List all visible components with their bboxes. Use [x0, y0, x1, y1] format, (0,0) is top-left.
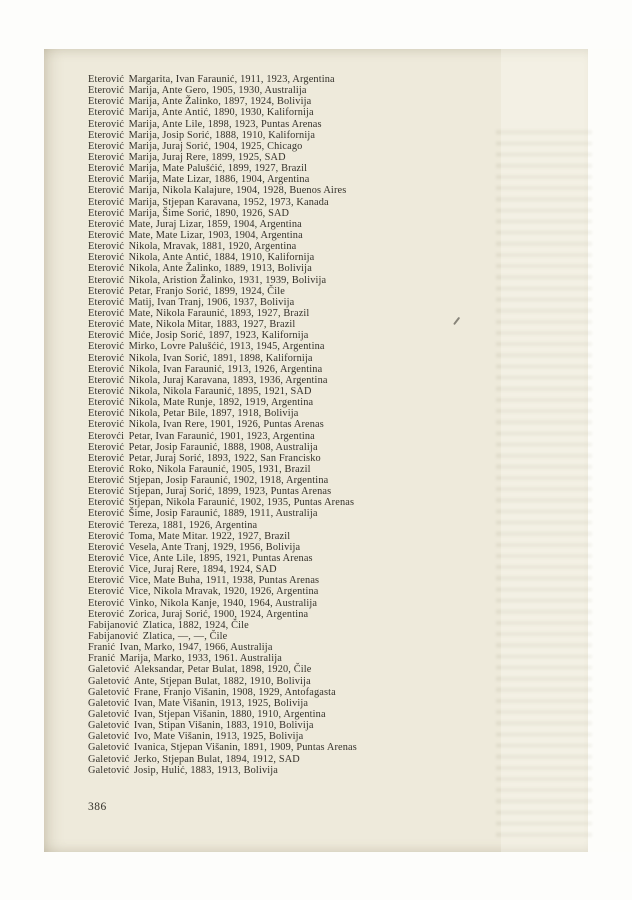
entry-details: Vice, Mate Buha, 1911, 1938, Puntas Arenas	[128, 575, 320, 587]
list-item	[88, 364, 578, 375]
entry-details: Marija, Ante Gero, 1905, 1930, Australija	[128, 85, 307, 97]
entry-details: Mate, Mate Lizar, 1903, 1904, Argentina	[128, 229, 303, 241]
list-item	[88, 208, 578, 219]
entry-details: Nikola, Aristion Žalinko, 1931, 1939, Bolivija	[128, 274, 327, 286]
entry-details: Vesela, Ante Tranj, 1929, 1956, Bolivija	[128, 541, 301, 553]
entry-surname: Eterović	[88, 408, 125, 420]
list-item	[88, 642, 578, 653]
entry-surname: Eterović	[88, 475, 125, 487]
list-item	[88, 386, 578, 397]
entry-details: Petar, Franjo Sorić, 1899, 1924, Čile	[128, 285, 286, 297]
entry-details: Nikola, Ivan Rere, 1901, 1926, Puntas Arenas	[128, 419, 324, 431]
list-item	[88, 197, 578, 208]
entry-details: Ivan, Stipan Višanin, 1883, 1910, Bolivija	[133, 720, 314, 732]
entry-surname: Eterović	[88, 174, 125, 186]
entry-surname: Eterović	[88, 151, 125, 163]
list-item	[88, 453, 578, 464]
entry-surname: Eterović	[88, 229, 125, 241]
entry-details: Ivo, Mate Višanin, 1913, 1925, Bolivija	[133, 731, 304, 743]
entry-surname: Eterović	[88, 597, 125, 609]
entry-surname: Eterović	[88, 608, 125, 620]
entry-surname: Eterović	[88, 385, 125, 397]
entry-surname: Eterović	[88, 352, 125, 364]
list-item	[88, 330, 578, 341]
entry-details: Matij, Ivan Tranj, 1906, 1937, Bolivija	[128, 296, 295, 308]
list-item	[88, 308, 578, 319]
entry-surname: Fabijanović	[88, 631, 139, 643]
entry-surname: Eterović	[88, 185, 125, 197]
list-item	[88, 687, 578, 698]
entry-surname: Franić	[88, 653, 116, 665]
list-item	[88, 397, 578, 408]
entry-surname: Eterović	[88, 96, 125, 108]
list-item	[88, 709, 578, 720]
entry-details: Mate, Juraj Lizar, 1859, 1904, Argentina	[128, 218, 302, 230]
entry-details: Margarita, Ivan Faraunić, 1911, 1923, Argentina	[128, 74, 335, 85]
entry-surname: Eterović	[88, 541, 125, 553]
entry-details: Nikola, Ante Antić, 1884, 1910, Kalifornija	[128, 252, 315, 264]
entry-surname: Eterović	[88, 530, 125, 542]
entry-surname: Galetović	[88, 742, 130, 754]
entry-surname: Eterović	[88, 140, 125, 152]
entry-details: Nikola, Juraj Karavana, 1893, 1936, Argentina	[128, 374, 328, 386]
emigrant-registry-list	[88, 74, 578, 776]
entry-details: Vice, Nikola Mravak, 1920, 1926, Argentina	[128, 586, 319, 598]
entry-surname: Eterović	[88, 252, 125, 264]
entry-details: Mate, Nikola Mitar, 1883, 1927, Brazil	[128, 319, 296, 331]
entry-details: Stjepan, Juraj Sorić, 1899, 1923, Puntas Arenas	[128, 486, 332, 498]
entry-surname: Eterović	[88, 586, 125, 598]
entry-surname: Eterović	[88, 285, 125, 297]
entry-details: Nikola, Mate Runje, 1892, 1919, Argentina	[128, 397, 314, 409]
entry-surname: Eterović	[88, 463, 125, 475]
entry-surname: Galetović	[88, 753, 130, 765]
entry-details: Nikola, Nikola Faraunić, 1895, 1921, SAD	[128, 385, 312, 397]
entry-details: Marija, Juraj Sorić, 1904, 1925, Chicago	[128, 140, 303, 152]
entry-surname: Eterovći	[88, 430, 125, 442]
entry-details: Nikola, Ivan Faraunić, 1913, 1926, Argentina	[128, 363, 323, 375]
list-item	[88, 564, 578, 575]
entry-surname: Eterović	[88, 241, 125, 253]
list-item	[88, 765, 578, 776]
entry-details: Marija, Ante Lile, 1898, 1923, Puntas Arenas	[128, 118, 322, 130]
list-item	[88, 542, 578, 553]
entry-details: Ivan, Mate Višanin, 1913, 1925, Bolivija	[133, 697, 309, 709]
list-item	[88, 419, 578, 430]
list-item	[88, 742, 578, 753]
list-item	[88, 241, 578, 252]
entry-surname: Eterović	[88, 274, 125, 286]
list-item	[88, 263, 578, 274]
entry-surname: Eterović	[88, 207, 125, 219]
list-item	[88, 754, 578, 765]
entry-surname: Galetović	[88, 731, 130, 743]
entry-surname: Galetović	[88, 664, 130, 676]
entry-details: Marija, Marko, 1933, 1961. Australija	[119, 653, 282, 665]
list-item	[88, 609, 578, 620]
entry-details: Marija, Ante Antić, 1890, 1930, Kalifornija	[128, 107, 314, 119]
entry-details: Toma, Mate Mitar. 1922, 1927, Brazil	[128, 530, 291, 542]
entry-surname: Eterović	[88, 519, 125, 531]
list-item	[88, 185, 578, 196]
list-item	[88, 74, 578, 85]
entry-surname: Eterović	[88, 363, 125, 375]
entry-surname: Eterović	[88, 497, 125, 509]
entry-surname: Galetović	[88, 764, 130, 776]
list-item	[88, 486, 578, 497]
list-item	[88, 620, 578, 631]
entry-details: Stjepan, Nikola Faraunić, 1902, 1935, Puntas Arenas	[128, 497, 355, 509]
entry-surname: Eterović	[88, 508, 125, 520]
entry-details: Marija, Šime Sorić, 1890, 1926, SAD	[128, 207, 290, 219]
entry-details: Marija, Mate Palušćić, 1899, 1927, Brazil	[128, 163, 308, 175]
list-item	[88, 286, 578, 297]
entry-details: Tereza, 1881, 1926, Argentina	[128, 519, 258, 531]
list-item	[88, 598, 578, 609]
entry-surname: Eterović	[88, 330, 125, 342]
list-item	[88, 631, 578, 642]
entry-surname: Galetović	[88, 675, 130, 687]
list-item	[88, 497, 578, 508]
entry-details: Petar, Ivan Faraunić, 1901, 1923, Argentina	[128, 430, 315, 442]
list-item	[88, 586, 578, 597]
entry-details: Aleksandar, Petar Bulat, 1898, 1920, Čile	[133, 664, 312, 676]
list-item	[88, 141, 578, 152]
entry-details: Ivan, Stjepan Višanin, 1880, 1910, Argentina	[133, 709, 326, 721]
list-item	[88, 219, 578, 230]
entry-surname: Eterović	[88, 486, 125, 498]
list-item	[88, 107, 578, 118]
entry-surname: Eterović	[88, 263, 125, 275]
list-item	[88, 475, 578, 486]
list-item	[88, 442, 578, 453]
entry-surname: Eterović	[88, 341, 125, 353]
list-item	[88, 664, 578, 675]
entry-surname: Eterović	[88, 441, 125, 453]
list-item	[88, 353, 578, 364]
list-item	[88, 408, 578, 419]
list-item	[88, 531, 578, 542]
entry-surname: Eterović	[88, 107, 125, 119]
entry-details: Nikola, Ivan Sorić, 1891, 1898, Kalifornija	[128, 352, 313, 364]
list-item	[88, 520, 578, 531]
entry-surname: Eterović	[88, 419, 125, 431]
entry-surname: Eterović	[88, 296, 125, 308]
list-item	[88, 341, 578, 352]
entry-details: Zlatica, —, —, Čile	[142, 631, 228, 643]
entry-details: Roko, Nikola Faraunić, 1905, 1931, Brazil	[128, 463, 311, 475]
list-item	[88, 85, 578, 96]
entry-details: Marija, Josip Sorić, 1888, 1910, Kalifornija	[128, 129, 316, 141]
entry-details: Petar, Josip Faraunić, 1888, 1908, Australija	[128, 441, 318, 453]
list-item	[88, 720, 578, 731]
entry-surname: Eterović	[88, 452, 125, 464]
entry-surname: Eterović	[88, 307, 125, 319]
list-item	[88, 119, 578, 130]
list-item	[88, 174, 578, 185]
entry-details: Ante, Stjepan Bulat, 1882, 1910, Bolivija	[133, 675, 311, 687]
list-item	[88, 152, 578, 163]
entry-details: Ivan, Marko, 1947, 1966, Australija	[119, 642, 273, 654]
entry-details: Josip, Hulić, 1883, 1913, Bolivija	[133, 764, 278, 776]
entry-surname: Eterović	[88, 553, 125, 565]
entry-surname: Eterović	[88, 85, 125, 97]
entry-details: Jerko, Stjepan Bulat, 1894, 1912, SAD	[133, 753, 300, 765]
entry-details: Mirko, Lovre Palušćić, 1913, 1945, Argentina	[128, 341, 325, 353]
entry-details: Zorica, Juraj Sorić, 1900, 1924, Argentina	[128, 608, 309, 620]
entry-details: Vinko, Nikola Kanje, 1940, 1964, Australija	[128, 597, 318, 609]
list-item	[88, 319, 578, 330]
entry-surname: Eterović	[88, 118, 125, 130]
entry-surname: Eterović	[88, 397, 125, 409]
entry-details: Šime, Josip Faraunić, 1889, 1911, Australija	[128, 508, 318, 520]
list-item	[88, 96, 578, 107]
list-item	[88, 676, 578, 687]
entry-details: Frane, Franjo Višanin, 1908, 1929, Antofagasta	[133, 686, 336, 698]
list-item	[88, 252, 578, 263]
list-item	[88, 508, 578, 519]
entry-surname: Eterović	[88, 129, 125, 141]
entry-surname: Galetović	[88, 720, 130, 732]
list-item	[88, 698, 578, 709]
entry-surname: Eterović	[88, 564, 125, 576]
entry-surname: Eterović	[88, 196, 125, 208]
entry-details: Nikola, Petar Bile, 1897, 1918, Bolivija	[128, 408, 299, 420]
list-item	[88, 653, 578, 664]
list-item	[88, 431, 578, 442]
entry-surname: Fabijanović	[88, 619, 139, 631]
list-item	[88, 575, 578, 586]
entry-details: Nikola, Mravak, 1881, 1920, Argentina	[128, 241, 297, 253]
page-number: 386	[88, 801, 107, 813]
list-item	[88, 130, 578, 141]
entry-surname: Eterović	[88, 319, 125, 331]
entry-details: Marija, Mate Lizar, 1886, 1904, Argentina	[128, 174, 310, 186]
entry-details: Vice, Ante Lile, 1895, 1921, Puntas Arenas	[128, 553, 313, 565]
entry-surname: Eterović	[88, 575, 125, 587]
entry-details: Nikola, Ante Žalinko, 1889, 1913, Bolivija	[128, 263, 312, 275]
list-item	[88, 375, 578, 386]
entry-details: Vice, Juraj Rere, 1894, 1924, SAD	[128, 564, 277, 576]
entry-details: Marija, Juraj Rere, 1899, 1925, SAD	[128, 151, 286, 163]
list-item	[88, 275, 578, 286]
entry-surname: Franić	[88, 642, 116, 654]
entry-surname: Eterović	[88, 218, 125, 230]
list-item	[88, 230, 578, 241]
entry-details: Marija, Nikola Kalajure, 1904, 1928, Buenos Aires	[128, 185, 347, 197]
entry-details: Mate, Nikola Faraunić, 1893, 1927, Brazil	[128, 307, 310, 319]
entry-details: Zlatica, 1882, 1924, Čile	[142, 619, 249, 631]
list-item	[88, 464, 578, 475]
entry-details: Marija, Stjepan Karavana, 1952, 1973, Kanada	[128, 196, 329, 208]
entry-details: Ivanica, Stjepan Višanin, 1891, 1909, Puntas Arenas	[133, 742, 357, 754]
entry-surname: Eterović	[88, 374, 125, 386]
list-item	[88, 297, 578, 308]
entry-details: Petar, Juraj Sorić, 1893, 1922, San Francisko	[128, 452, 321, 464]
list-item	[88, 731, 578, 742]
list-item	[88, 553, 578, 564]
list-item	[88, 163, 578, 174]
entry-surname: Galetović	[88, 686, 130, 698]
entry-details: Miće, Josip Sorić, 1897, 1923, Kalifornija	[128, 330, 309, 342]
entry-surname: Galetović	[88, 709, 130, 721]
entry-surname: Eterović	[88, 163, 125, 175]
entry-surname: Galetović	[88, 697, 130, 709]
entry-surname: Eterović	[88, 74, 125, 85]
entry-details: Stjepan, Josip Faraunić, 1902, 1918, Argentina	[128, 475, 329, 487]
entry-details: Marija, Ante Žalinko, 1897, 1924, Bolivija	[128, 96, 312, 108]
